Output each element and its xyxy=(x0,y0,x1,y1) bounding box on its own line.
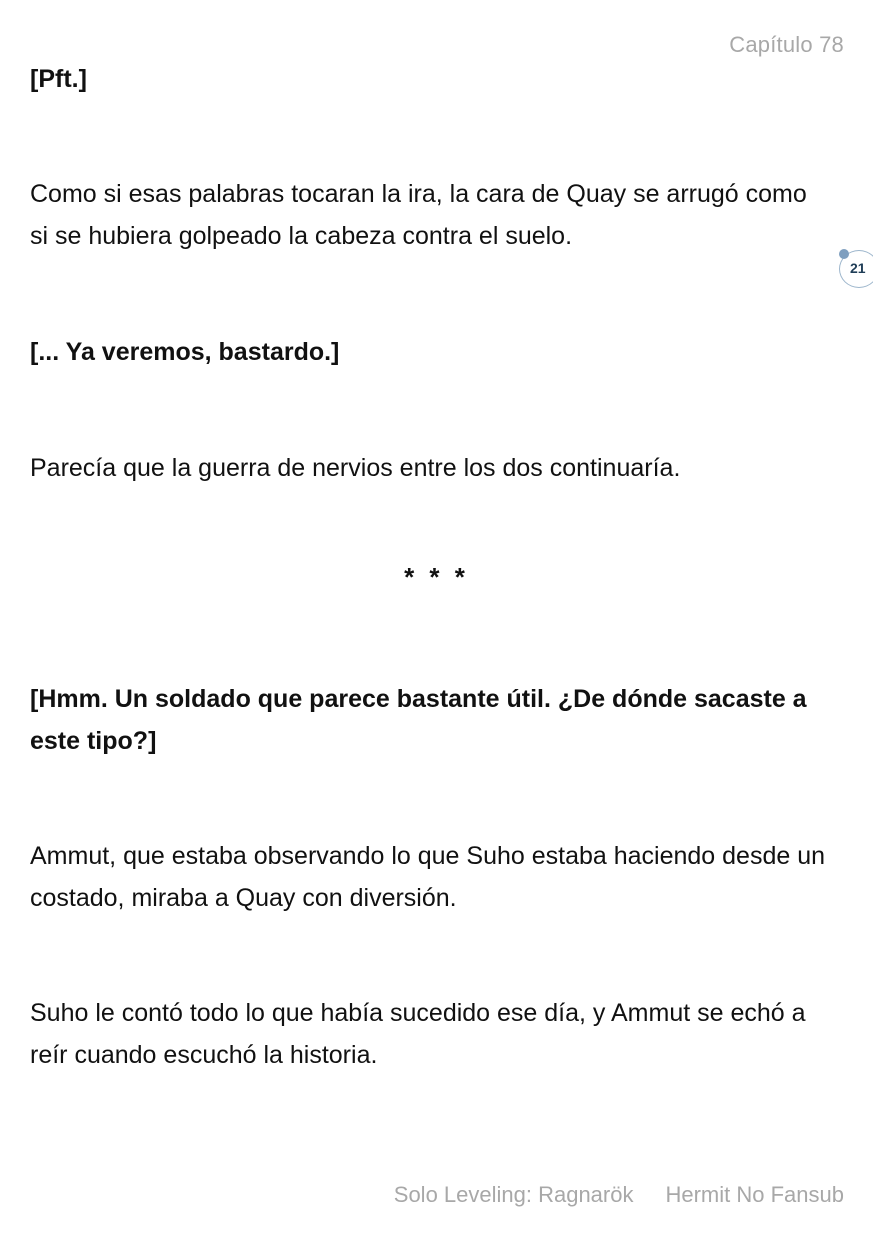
narrative-paragraph: Ammut, que estaba observando lo que Suho estaba haciendo desde un costado, miraba a Quay con diversión. xyxy=(30,842,826,912)
page-number-badge xyxy=(839,250,873,288)
narrative-paragraph: Suho le contó todo lo que había sucedido ese día, y Ammut se echó a reír cuando escuchó la historia. xyxy=(30,999,806,1069)
dialogue-line: [Pft.] xyxy=(30,65,87,93)
chapter-header: Capítulo 78 xyxy=(729,32,844,57)
scene-separator: * * * xyxy=(404,562,469,592)
book-title: Solo Leveling: Ragnarök xyxy=(393,1182,634,1207)
badge-dot-icon xyxy=(839,249,849,259)
dialogue-line: [... Ya veremos, bastardo.] xyxy=(30,338,340,366)
translator-credit: Hermit No Fansub xyxy=(665,1182,844,1207)
dialogue-line: [Hmm. Un soldado que parece bastante útil. ¿De dónde sacaste a este tipo?] xyxy=(30,685,807,755)
narrative-paragraph: Como si esas palabras tocaran la ira, la cara de Quay se arrugó como si se hubiera golpeado la cabeza contra el suelo. xyxy=(30,180,807,250)
page-footer xyxy=(394,1182,844,1208)
narrative-paragraph: Parecía que la guerra de nervios entre los dos continuaría. xyxy=(30,454,681,482)
page-number: 21 xyxy=(850,260,866,276)
